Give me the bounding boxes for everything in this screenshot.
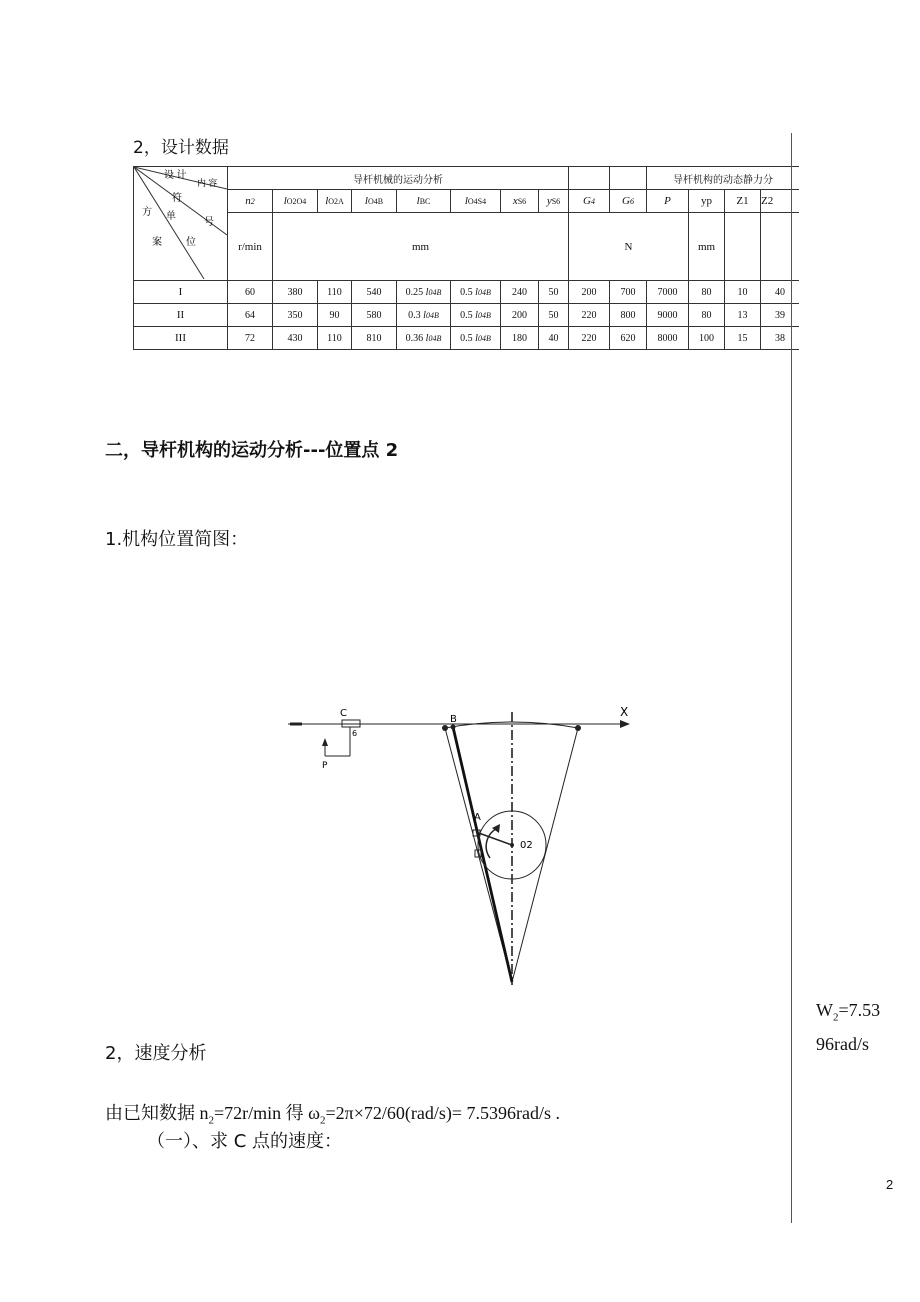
symbol-lO2O4: lO2O4 bbox=[273, 190, 318, 213]
unit-mm-2: mm bbox=[689, 213, 725, 281]
x-axis-label: X bbox=[620, 705, 629, 719]
label-c: C bbox=[340, 708, 347, 719]
table-cell: 540 bbox=[352, 281, 397, 304]
label-a: A bbox=[474, 812, 481, 823]
table-cell: 80 bbox=[689, 281, 725, 304]
symbol-G6: G6 bbox=[610, 190, 647, 213]
table-cell: 180 bbox=[501, 327, 539, 350]
table-cell: 0.36 l04B bbox=[397, 327, 451, 350]
label-b: B bbox=[450, 714, 457, 725]
symbol-lO2A: lO2A bbox=[318, 190, 352, 213]
design-data-table bbox=[133, 166, 799, 350]
table-cell: 7000 bbox=[647, 281, 689, 304]
speed-analysis-title: 2，速度分析 bbox=[105, 1043, 207, 1064]
unit-N: N bbox=[569, 213, 689, 281]
corner-number: 号 bbox=[204, 217, 214, 228]
table-cell: 40 bbox=[539, 327, 569, 350]
symbol-P: P bbox=[647, 190, 689, 213]
group-header-dynamics: 导杆机构的动态静力分 bbox=[647, 167, 800, 190]
table-cell: 220 bbox=[569, 327, 610, 350]
page-number: 2 bbox=[886, 1177, 894, 1192]
symbol-Z1: Z1 bbox=[725, 190, 761, 213]
table-cell: 810 bbox=[352, 327, 397, 350]
margin-note-line-1: $W_2=7.53$ bbox=[816, 1000, 881, 1024]
label-6: 6 bbox=[352, 729, 358, 738]
table-row bbox=[134, 304, 800, 327]
label-p: P bbox=[322, 761, 328, 771]
calculation-line: 由已知数据 $n_2=72r/\min$ 得 $\omega_2=2\pi\times 72/60(rad/s)= 7.5396rad/s$ . bbox=[105, 1103, 561, 1127]
symbol-lO4B: lO4B bbox=[352, 190, 397, 213]
table-cell: 110 bbox=[318, 327, 352, 350]
table-cell: 240 bbox=[501, 281, 539, 304]
row-label: III bbox=[134, 327, 228, 350]
group-header-kinematics: 导杆机械的运动分析 bbox=[228, 167, 569, 190]
row-label: I bbox=[134, 281, 228, 304]
table-cell: 72 bbox=[228, 327, 273, 350]
table-cell: 430 bbox=[273, 327, 318, 350]
label-o2: 02 bbox=[520, 840, 533, 851]
symbol-yS6: yS6 bbox=[539, 190, 569, 213]
table-cell: 100 bbox=[689, 327, 725, 350]
symbol-Z2: Z2 bbox=[761, 190, 800, 213]
table-cell: 40 bbox=[761, 281, 800, 304]
corner-design: 设 计 bbox=[164, 170, 187, 181]
sub-item-c-velocity: （一）、求 C 点的速度： bbox=[147, 1131, 343, 1152]
symbol-xS6: xS6 bbox=[501, 190, 539, 213]
table-cell: 64 bbox=[228, 304, 273, 327]
table-cell: 220 bbox=[569, 304, 610, 327]
symbol-G4: G4 bbox=[569, 190, 610, 213]
section-title: 2，设计数据 bbox=[133, 138, 229, 158]
corner-case: 案 bbox=[152, 237, 162, 248]
symbol-yp: yp bbox=[689, 190, 725, 213]
table-cell: 700 bbox=[610, 281, 647, 304]
table-corner-cell bbox=[134, 167, 228, 281]
row-label: II bbox=[134, 304, 228, 327]
table-cell: 50 bbox=[539, 281, 569, 304]
table-cell: 13 bbox=[725, 304, 761, 327]
table-cell: 0.25 l04B bbox=[397, 281, 451, 304]
table-cell: 800 bbox=[610, 304, 647, 327]
corner-symbol: 符 bbox=[172, 193, 182, 204]
table-cell: 0.5 l04B bbox=[451, 327, 501, 350]
table-cell: 580 bbox=[352, 304, 397, 327]
corner-scheme: 方 bbox=[142, 207, 152, 218]
symbol-lBC: lBC bbox=[397, 190, 451, 213]
margin-line bbox=[791, 133, 792, 1223]
diagram-caption: 1.机构位置简图： bbox=[105, 529, 249, 550]
symbol-n2: n2 bbox=[228, 190, 273, 213]
corner-diagonals bbox=[134, 167, 227, 279]
table-cell: 80 bbox=[689, 304, 725, 327]
table-cell: 39 bbox=[761, 304, 800, 327]
table-cell: 10 bbox=[725, 281, 761, 304]
table-cell: 0.5 l04B bbox=[451, 304, 501, 327]
corner-position: 位 bbox=[186, 237, 196, 248]
table-cell: 90 bbox=[318, 304, 352, 327]
table-cell: 380 bbox=[273, 281, 318, 304]
table-cell: 60 bbox=[228, 281, 273, 304]
table-cell: 0.5 l04B bbox=[451, 281, 501, 304]
mechanism-diagram bbox=[280, 700, 650, 990]
unit-mm: mm bbox=[273, 213, 569, 281]
unit-rmin: r/min bbox=[228, 213, 273, 281]
table-cell: 50 bbox=[539, 304, 569, 327]
table-cell: 38 bbox=[761, 327, 800, 350]
symbol-lO4S4: lO4S4 bbox=[451, 190, 501, 213]
corner-content: 内 容 bbox=[197, 178, 218, 188]
table-cell: 8000 bbox=[647, 327, 689, 350]
table-cell: 110 bbox=[318, 281, 352, 304]
margin-note bbox=[816, 997, 896, 1057]
table-cell: 0.3 l04B bbox=[397, 304, 451, 327]
table-cell: 15 bbox=[725, 327, 761, 350]
corner-unit: 单 bbox=[166, 211, 176, 222]
table-cell: 200 bbox=[569, 281, 610, 304]
margin-note-line-2: 96rad/s bbox=[816, 1033, 869, 1054]
table-cell: 9000 bbox=[647, 304, 689, 327]
table-cell: 620 bbox=[610, 327, 647, 350]
table-cell: 200 bbox=[501, 304, 539, 327]
section-heading: 二，导杆机构的运动分析---位置点 2 bbox=[105, 440, 399, 461]
table-row bbox=[134, 281, 800, 304]
table-row bbox=[134, 327, 800, 350]
table-cell: 350 bbox=[273, 304, 318, 327]
